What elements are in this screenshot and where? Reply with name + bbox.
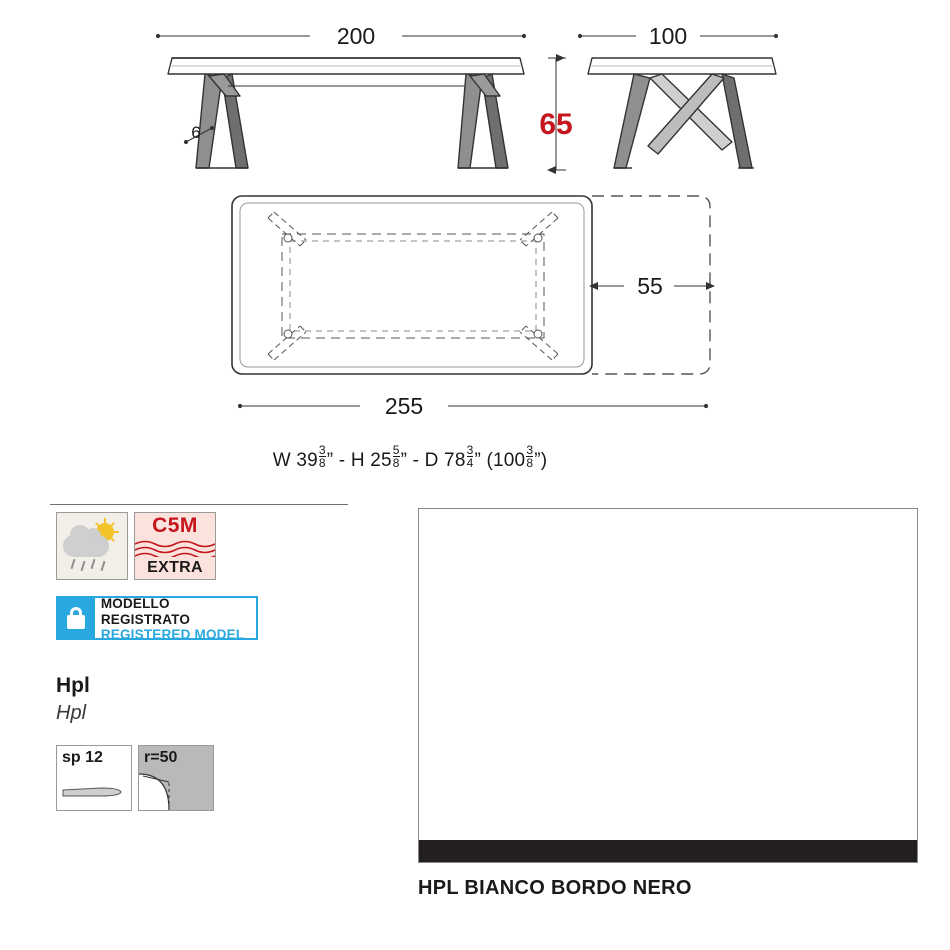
cloud-icon [63, 535, 109, 557]
corrosion-class-label: C5M [152, 514, 198, 537]
product-photo [418, 508, 918, 863]
certification-badges [56, 512, 356, 580]
inch-width-fraction: $\frac{3}{8}$ [318, 443, 326, 470]
inch-depth-ext-label: (100 [486, 450, 526, 471]
registered-model-badge [56, 596, 258, 643]
thickness-profile-icon [56, 745, 132, 811]
material-name-it: Hpl [56, 674, 90, 697]
inch-paren-close: ) [540, 450, 548, 471]
product-photo-caption: HPL BIANCO BORDO NERO [418, 877, 692, 899]
corner-radius-label: r=50 [144, 749, 178, 766]
inch-height-label: H 25 [350, 450, 392, 471]
depth-value: 55 [637, 273, 663, 299]
inch-depth-label: D 78 [424, 450, 466, 471]
registered-model-texts [95, 596, 256, 643]
product-photo-block [418, 508, 918, 900]
thickness-label: sp 12 [62, 749, 103, 766]
front-width-value: 200 [336, 23, 376, 49]
specs-column [56, 512, 356, 811]
corrosion-class-badge [134, 512, 216, 580]
inch-sep-2: ” - [400, 450, 420, 471]
material-name-en: Hpl [56, 702, 87, 724]
inch-quote-2: ” [534, 450, 541, 471]
section-divider [50, 504, 348, 505]
corner-radius-icon [138, 745, 214, 811]
inch-quote-1: ” [474, 450, 481, 471]
waves-icon [135, 539, 215, 557]
leg-thickness-value: 6 [191, 123, 201, 142]
inch-sep-1: ” - [326, 450, 346, 471]
rain-icon [69, 559, 109, 573]
inch-depth-ext-fraction: $\frac{3}{8}$ [526, 443, 534, 470]
inch-width-label: W 39 [272, 450, 318, 471]
corrosion-extra-label: EXTRA [147, 559, 203, 576]
inch-depth-fraction: $\frac{3}{4}$ [466, 443, 474, 470]
length-value: 255 [384, 393, 424, 419]
side-width-value: 100 [648, 23, 688, 49]
sun-cloud-rain-icon [56, 512, 128, 580]
height-value: 65 [539, 108, 573, 141]
spec-icons-row [56, 745, 356, 811]
registered-model-it: MODELLO REGISTRATO [100, 596, 191, 627]
photo-black-edge [419, 840, 917, 862]
registered-model-en: REGISTERED MODEL [100, 627, 245, 643]
lock-icon [58, 598, 95, 638]
inch-dimensions [0, 444, 820, 472]
inch-height-fraction: $\frac{5}{8}$ [392, 443, 400, 470]
